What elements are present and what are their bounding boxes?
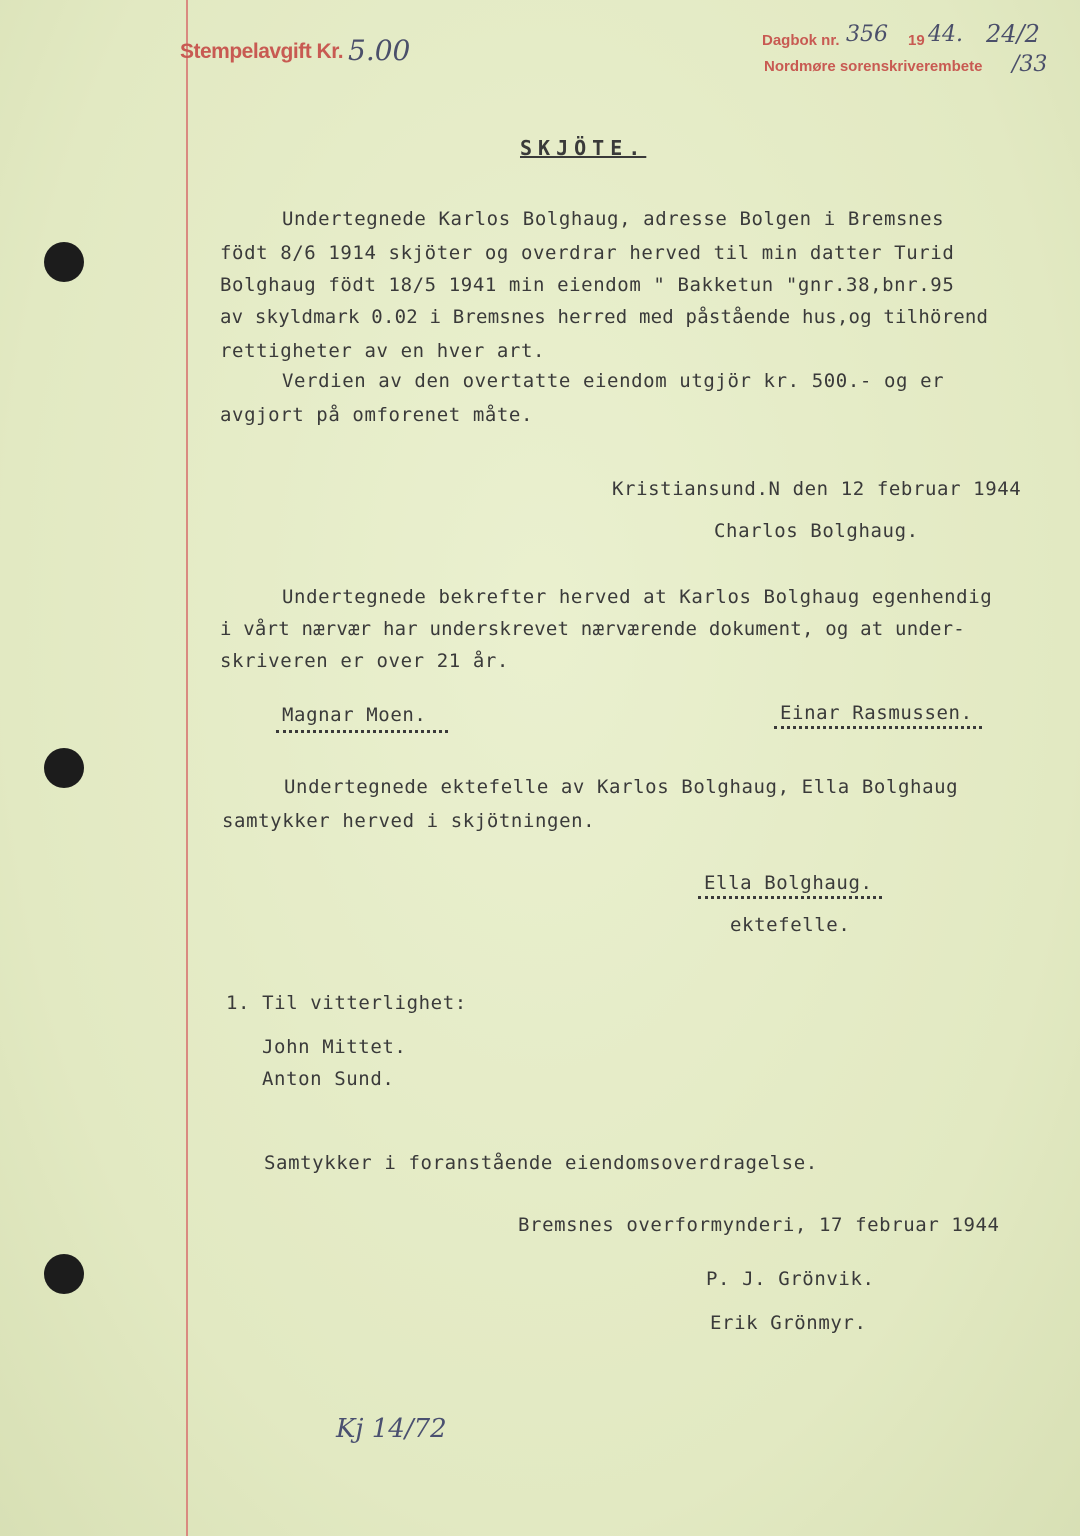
punch-hole-middle [44,748,84,788]
overformynderi-signer: Erik Grönmyr. [710,1312,867,1334]
punch-hole-top [44,242,84,282]
consent-text: Samtykker i foranstående eiendomsoverdragelse. [264,1152,818,1174]
margin-line [186,0,188,1536]
dagbok-date: 24/2 [986,20,1040,48]
signature-dots [276,730,448,733]
punch-hole-bottom [44,1254,84,1294]
stamp-duty-value: 5.00 [348,34,411,67]
spouse-signature: Ella Bolghaug. [704,872,873,894]
dagbok-number: 356 [846,22,888,47]
office-name: Nordmøre sorenskriverembete [764,58,983,75]
spouse-line: Undertegnede ektefelle av Karlos Bolghaug, Ella Bolghaug [284,776,959,798]
body-line: rettigheter av en hver art. [220,340,546,362]
body-line: Verdien av den overtatte eiendom utgjör kr. 500.- og er [282,370,945,392]
office-number: /33 [1012,52,1048,77]
spouse-role: ektefelle. [730,914,851,936]
signature-dots [774,726,982,729]
dagbok-label: Dagbok nr. [762,32,840,49]
spouse-line: samtykker herved i skjötningen. [222,810,596,832]
handwritten-initials: Kj 14/72 [336,1414,447,1444]
consent-place-date: Bremsnes overformynderi, 17 februar 1944 [518,1214,1000,1236]
body-line: födt 8/6 1914 skjöter og overdrar herved til min datter Turid [220,242,955,264]
body-line: avgjort på omforenet måte. [220,404,534,426]
vitterlighet-name: Anton Sund. [262,1068,395,1090]
stamp-duty-label: Stempelavgift Kr. [180,40,344,63]
body-line: Undertegnede Karlos Bolghaug, adresse Bolgen i Bremsnes [282,208,945,230]
vitterlighet-label: 1. Til vitterlighet: [226,992,467,1014]
body-line: Bolghaug födt 18/5 1941 min eiendom " Bakketun "gnr.38,bnr.95 [220,274,955,296]
signature-dots [698,896,882,899]
witness-signature: Magnar Moen. [282,704,427,726]
witness-line: i vårt nærvær har underskrevet nærværende dokument, og at under- [220,618,965,640]
dagbok-year-prefix: 19 [908,32,925,49]
dagbok-year: 44. [928,22,963,47]
document-title: SKJÖTE. [520,136,647,160]
vitterlighet-name: John Mittet. [262,1036,407,1058]
witness-line: skriveren er over 21 år. [220,650,509,672]
overformynderi-signer: P. J. Grönvik. [706,1268,875,1290]
witness-line: Undertegnede bekrefter herved at Karlos Bolghaug egenhendig [282,586,993,608]
witness-signature: Einar Rasmussen. [780,702,973,724]
signer-name: Charlos Bolghaug. [714,520,919,542]
body-line: av skyldmark 0.02 i Bremsnes herred med påstående hus,og tilhörend [220,306,989,328]
place-date: Kristiansund.N den 12 februar 1944 [612,478,1022,500]
